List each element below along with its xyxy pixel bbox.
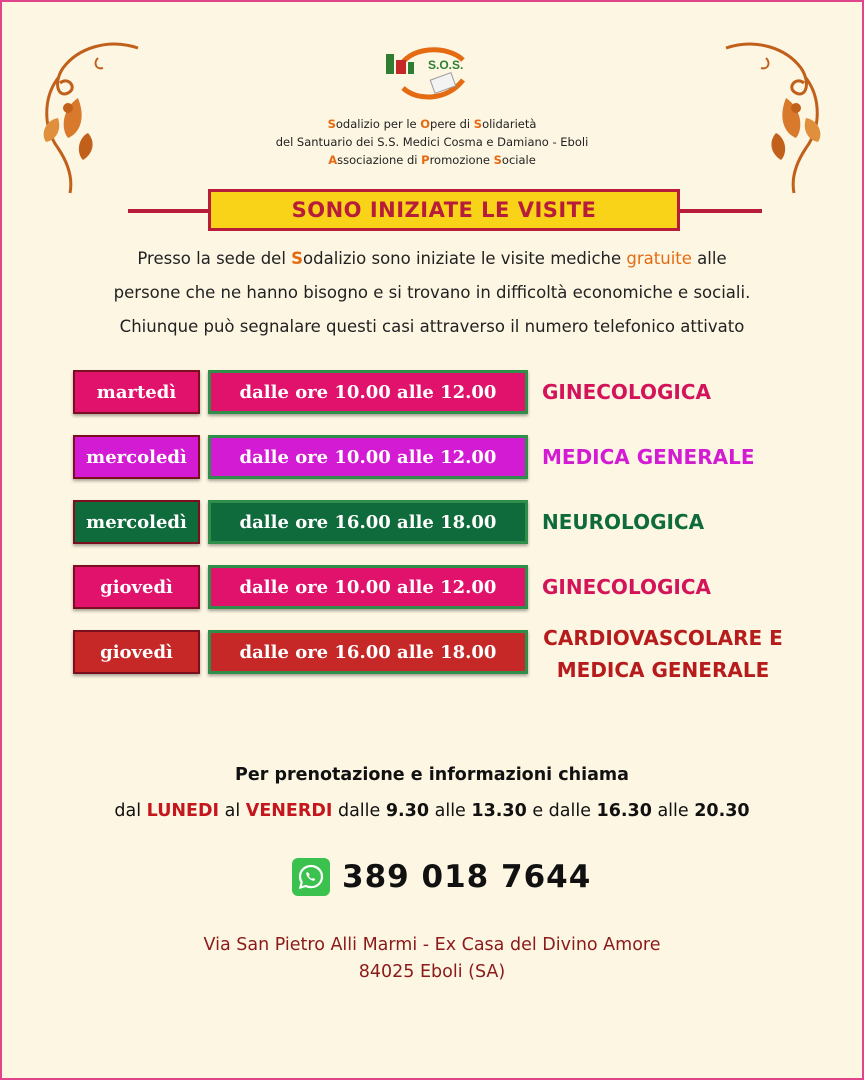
schedule-row — [0, 626, 864, 682]
schedule-day: mercoledì — [73, 500, 200, 544]
schedule-day: martedì — [73, 370, 200, 414]
intro-line-2: persone che ne hanno bisogno e si trovano in difficoltà economiche e sociali. — [113, 283, 751, 302]
schedule-row — [0, 500, 864, 544]
schedule-time: dalle ore 10.00 alle 12.00 — [208, 435, 528, 479]
title-rule-right — [676, 209, 762, 213]
schedule-visit-type: GINECOLOGICA — [542, 380, 711, 404]
schedule-time: dalle ore 10.00 alle 12.00 — [208, 565, 528, 609]
schedule-day: mercoledì — [73, 435, 200, 479]
whatsapp-icon — [292, 858, 330, 896]
title-rule-left — [128, 209, 210, 213]
schedule-day: giovedì — [73, 630, 200, 674]
schedule-row — [0, 565, 864, 609]
booking-heading: Per prenotazione e informazioni chiama — [235, 765, 629, 785]
schedule-row — [0, 435, 864, 479]
schedule-visit-type: GINECOLOGICA — [542, 575, 711, 599]
address-line-2: 84025 Eboli (SA) — [358, 962, 506, 982]
schedule-visit-type: NEUROLOGICA — [542, 510, 705, 534]
schedule-visit-type: MEDICA GENERALE — [542, 445, 755, 469]
phone-contact[interactable] — [292, 855, 591, 899]
intro-line-1: Presso la sede del Sodalizio sono iniziate le visite mediche gratuite alle — [137, 249, 727, 268]
schedule-visit-type: CARDIOVASCOLARE E MEDICA GENERALE — [543, 626, 783, 682]
sos-logo-icon — [378, 40, 488, 106]
schedule-time: dalle ore 16.00 alle 18.00 — [208, 500, 528, 544]
booking-hours: dal LUNEDI al VENERDI dalle 9.30 alle 13.30 e dalle 16.30 alle 20.30 — [114, 801, 750, 821]
address-line-1: Via San Pietro Alli Marmi - Ex Casa del Divino Amore — [203, 935, 661, 955]
schedule-time: dalle ore 10.00 alle 12.00 — [208, 370, 528, 414]
logo-text: S.O.S. — [428, 58, 464, 72]
schedule-day: giovedì — [73, 565, 200, 609]
org-line-2: del Santuario dei S.S. Medici Cosma e Damiano - Eboli — [275, 135, 589, 149]
org-line-1: Sodalizio per le Opere di Solidarietà — [327, 117, 537, 131]
intro-line-3: Chiunque può segnalare questi casi attraverso il numero telefonico attivato — [119, 317, 745, 336]
org-line-3: Associazione di Promozione Sociale — [328, 153, 536, 167]
page-title: SONO INIZIATE LE VISITE — [208, 189, 680, 231]
schedule-time: dalle ore 16.00 alle 18.00 — [208, 630, 528, 674]
schedule-row — [0, 370, 864, 414]
phone-number[interactable]: 389 018 7644 — [342, 859, 592, 895]
